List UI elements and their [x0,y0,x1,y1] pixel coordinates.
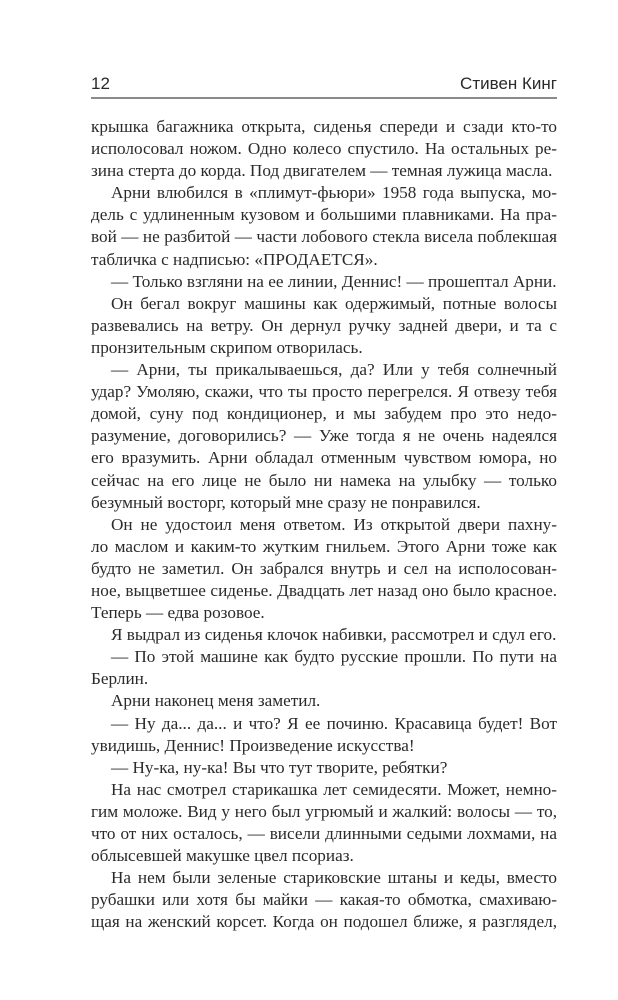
text-line: ное, выцветшее сиденье. Двадцать лет назад оно было красное. [91,580,557,600]
text-line: дель с удлиненным кузовом и большими плавниками. На пра- [91,205,557,225]
text-line: — Ну-ка, ну-ка! Вы что тут творите, ребятки? [111,757,448,777]
text-line: щая на женский корсет. Когда он подошел ближе, я разглядел, [91,912,557,932]
text-line: На нас смотрел старикашка лет семидесяти. Может, немно- [111,779,557,799]
text-line: разумение, договорились? — Уже тогда я не очень надеялся [91,426,557,446]
text-line: Берлин. [91,669,149,689]
text-line: крышка багажника открыта, сиденья спереди и сзади кто-то [91,117,557,136]
text-line: его вразумить. Арни обладал отменным чувством юмора, но [91,448,557,468]
text-line: гим моложе. Вид у него был угрюмый и жалкий: волосы — то, [91,801,557,821]
text-line: пронзительным скрипом отворилась. [91,337,363,357]
text-line: ло маслом и каким-то жутким гнильем. Этого Арни тоже как [91,536,557,556]
text-line: — По этой машине как будто русские прошли. По пути на [111,647,557,667]
text-line: — Арни, ты прикалываешься, да? Или у тебя солнечный [111,360,557,380]
text-line: Арни наконец меня заметил. [111,691,321,711]
text-line: развевались на ветру. Он дернул ручку задней двери, и та с [91,315,557,335]
text-line: удар? Умоляю, скажи, что ты просто перегрелся. Я отвезу тебя [91,382,557,402]
text-line: что от них осталось, — висели длинными седыми лохмами, на [91,824,557,843]
text-line: исполосовал ножом. Одно колесо спустило. На остальных ре- [91,139,557,159]
text-line: На нем были зеленые стариковские штаны и кеды, вместо [111,868,557,888]
body-text [91,116,557,933]
text-line: — Ну да... да... и что? Я ее починю. Красавица будет! Вот [111,713,557,733]
text-line: — Только взгляни на ее линии, Деннис! — прошептал Арни. [111,271,557,291]
text-line: рубашки или хотя бы майки — какая-то обмотка, смахиваю- [91,890,557,910]
text-line: сейчас на его лице не было ни намека на улыбку — только [91,470,557,490]
text-line: Он бегал вокруг машины как одержимый, потные волосы [111,293,557,313]
page-number: 12 [91,74,110,93]
text-line: домой, суну под кондиционер, и мы забудем про это недо- [91,404,557,424]
header-rule [91,97,557,99]
text-line: будто не заметил. Он забрался внутрь и сел на исполосован- [91,558,557,578]
text-line: безумный восторг, который мне сразу не понравился. [91,492,481,512]
text-line: Арни влюбился в «плимут-фьюри» 1958 года выпуска, мо- [111,183,557,203]
text-line: Теперь — едва розовое. [91,603,265,623]
text-line: облысевшей макушке цвел псориаз. [91,846,354,866]
text-line: зина стерта до корда. Под двигателем — темная лужица масла. [91,161,553,181]
text-line: Он не удостоил меня ответом. Из открытой двери пахну- [111,514,557,534]
running-title: Стивен Кинг [460,74,557,93]
text-line: табличка с надписью: «ПРОДАЕТСЯ». [91,249,378,269]
running-header [91,74,557,96]
text-line: Я выдрал из сиденья клочок набивки, рассмотрел и сдул его. [111,625,557,645]
text-line: увидишь, Деннис! Произведение искусства! [91,735,415,755]
text-line: вой — не разбитой — части лобового стекла висела поблекшая [91,227,557,247]
